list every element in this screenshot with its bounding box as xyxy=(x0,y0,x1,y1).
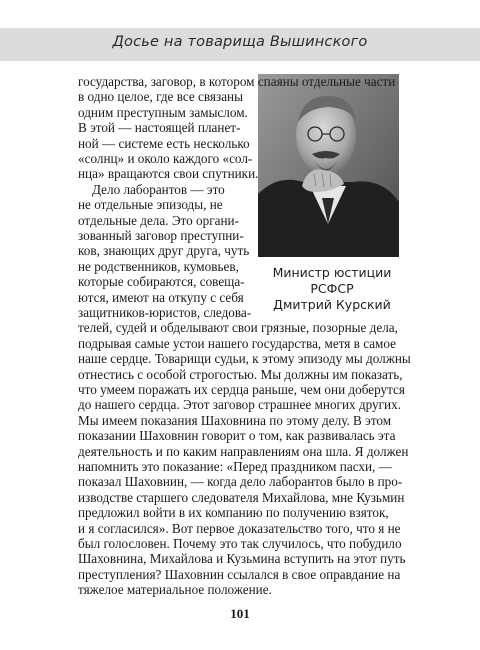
body-line: зованный заговор преступни- xyxy=(78,228,244,243)
body-line: Мы имеем показания Шаховнина по этому делу. В этом xyxy=(78,412,392,428)
body-line: ной — системе есть несколько xyxy=(78,135,250,151)
body-line: наше сердце. Товарищи судьи, к этому эпизоду мы должны xyxy=(78,351,411,367)
body-line: которые собираются, совеща- xyxy=(78,274,245,290)
body-line: Дело лаборантов — это xyxy=(92,181,225,197)
body-line: отнестись с особой строгостью. Мы должны им показать, xyxy=(78,366,403,382)
body-line: нца» вращаются свои спутники. xyxy=(78,166,259,182)
photo-caption-line-3: Дмитрий Курский xyxy=(273,297,391,312)
body-line: и я согласился». Вот первое доказательство того, что я не xyxy=(78,520,401,536)
body-line: в одно целое, где все связаны xyxy=(78,89,243,105)
body-line: преступления? Шаховнин ссылался в свое оправдание на xyxy=(78,566,401,582)
body-line: государства, заговор, в котором спаяны отдельные части xyxy=(78,74,396,89)
photo-caption-line-1: Министр юстиции xyxy=(272,265,392,280)
body-line: деятельность и по каким направлениям она шла. Я должен xyxy=(78,443,409,459)
body-line: «солнц» и около каждого «сол- xyxy=(78,151,253,166)
body-line: ков, знающих друг друга, чуть xyxy=(78,243,250,259)
body-line: защитников-юристов, следова- xyxy=(78,305,252,320)
body-line: был голословен. Почему это так случилось, что побудило xyxy=(78,536,402,551)
body-line: показал Шаховнин, — когда дело лаборантов было в про- xyxy=(78,474,403,490)
body-line: одним преступным замыслом. xyxy=(78,104,248,120)
body-line: ются, имеют на откупу с себя xyxy=(78,289,244,305)
body-line: что умеем поражать их сердца раньше, чем они доберутся xyxy=(78,382,405,397)
body-line: тяжелое материальное положение. xyxy=(78,582,272,598)
page-number: 101 xyxy=(230,605,250,621)
body-line: не отдельные эпизоды, не xyxy=(78,197,223,213)
running-header-title: Досье на товарища Вышинского xyxy=(112,34,368,50)
body-line: Шаховнина, Михайлова и Кузьмина вступить на этот путь xyxy=(78,551,406,567)
portrait-photo xyxy=(258,74,399,257)
body-line: телей, судей и обделывают свои грязные, позорные дела, xyxy=(78,320,398,336)
body-line: до нашего сердца. Этот заговор страшнее многих других. xyxy=(78,397,401,413)
body-line: В этой — настоящей планет- xyxy=(78,120,241,136)
photo-caption-line-2: РСФСР xyxy=(310,281,354,296)
body-line: изводстве старшего следователя Михайлова, мне Кузьмин xyxy=(78,489,405,505)
body-line: показании Шаховнин говорит о том, как развивалась эта xyxy=(78,428,396,444)
body-line: предложил войти в их компанию по получению взяток, xyxy=(78,505,389,521)
body-line: отдельные дела. Это органи- xyxy=(78,212,239,228)
body-line: подрывая самые устои нашего государства, метя в самое xyxy=(78,335,397,351)
body-line: напомнить это показание: «Перед праздником пасхи, — xyxy=(78,459,392,474)
body-line: не родственников, кумовьев, xyxy=(78,258,239,274)
